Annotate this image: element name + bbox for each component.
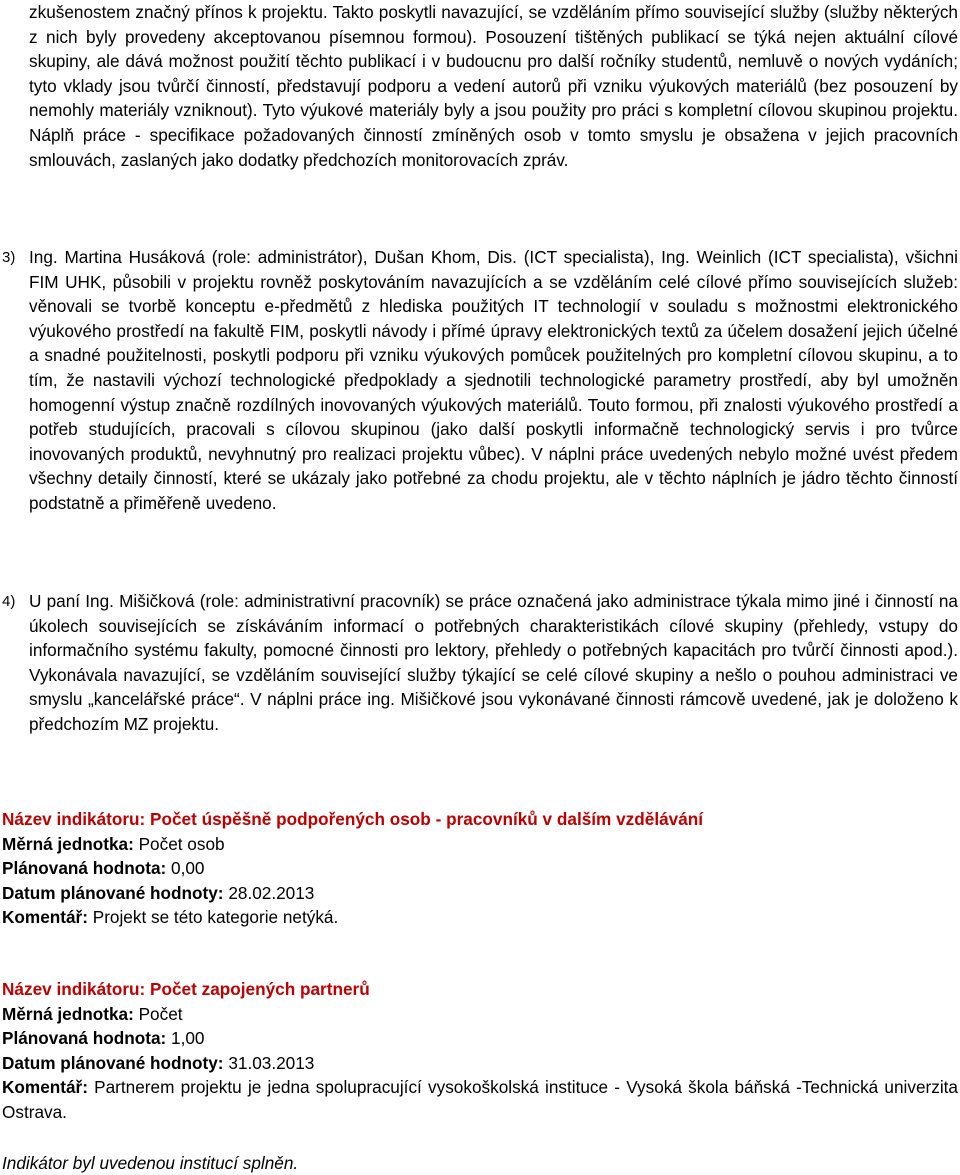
indicator-block-1 (2, 807, 958, 930)
indicator-2-planned-row (2, 1026, 958, 1051)
planned-value: 0,00 (166, 858, 205, 879)
indicator-2-unit-row (2, 1002, 958, 1027)
planned-label: Plánovaná hodnota: (2, 858, 167, 879)
comment-value: Partnerem projektu je jedna spolupracující vysokoškolská instituce - Vysoká škola báňská -Technická univerzita Ostrava. (2, 1077, 958, 1122)
comment-label: Komentář: (2, 907, 88, 928)
indicator-1-planned-row (2, 856, 958, 881)
indicator-1-title: Název indikátoru: Počet úspěšně podpořených osob - pracovníků v dalším vzdělávání (2, 809, 704, 829)
date-value: 28.02.2013 (223, 882, 315, 903)
indicator-2-comment-row (2, 1075, 958, 1124)
unit-value: Počet (133, 1003, 183, 1024)
indicator-2-title: Název indikátoru: Počet zapojených partnerů (2, 979, 370, 999)
closing-note: Indikátor byl uvedenou institucí splněn. (2, 1153, 299, 1173)
comment-label: Komentář: (2, 1077, 88, 1098)
date-value: 31.03.2013 (223, 1052, 315, 1073)
indicator-1-date-row (2, 881, 958, 906)
item-4-number: 4) (2, 593, 16, 610)
indicator-1-unit-row (2, 832, 958, 857)
unit-value: Počet osob (133, 833, 225, 854)
date-label: Datum plánované hodnoty: (2, 1052, 224, 1073)
comment-value: Projekt se této kategorie netýká. (87, 907, 339, 928)
intro-paragraph: zkušenostem značný přínos k projektu. Takto poskytli navazující, se vzděláním přímo související služby (služby některých z nich byly provedeny akceptovanou písemnou formou). Posouzení tištěných publikací se týká nejen aktuální cílové skupiny, ale dává možnost použití těchto publikací i v budoucnu pro další ročníky studentů, nemluvě o nových vydáních; tyto vklady jsou tvůrčí činností, představují podporu a vedení autorů při vzniku výukových materiálů (bez posouzení by nemohly materiály vzniknout). Tyto výukové materiály byly a jsou použity pro práci s kompletní cílovou skupinou projektu. Náplň práce - specifikace požadovaných činností zmíněných osob v tomto smyslu je obsažena v jejich pracovních smlouvách, zaslaných jako dodatky předchozích monitorovacích zpráv. (29, 2, 958, 170)
item-4-paragraph: U paní Ing. Mišičková (role: administrativní pracovník) se práce označená jako administrace týkala mimo jiné i činností na úkolech souvisejících se získáváním informací o potřebných charakteristikách cílové skupiny (přehledy, vstupy do informačního systému fakulty, pomocné činnosti pro lektory, přehledy o potřebných kapacitách pro tvůrčí činnosti apod.). Vykonávala navazující, se vzděláním související služby týkající se celé cílové skupiny a nešlo o pouhou administraci ve smyslu „kancelářské práce“. V náplni práce ing. Mišičkové jsou vykonávané činnosti rámcově uvedené, jak je doloženo k předchozím MZ projektu. (29, 591, 958, 734)
unit-label: Měrná jednotka: (2, 1003, 134, 1024)
indicator-block-2 (2, 977, 958, 1125)
item-3-paragraph: Ing. Martina Husáková (role: administrátor), Dušan Khom, Dis. (ICT specialista), Ing. Weinlich (ICT specialista), všichni FIM UHK, působili v projektu rovněž poskytováním navazujících a se vzděláním celé cílové přímo souvisejících služeb: věnovali se tvorbě konceptu e-předmětů z hlediska použitých IT technologií v souladu s možnostmi elektronického výukového prostředí na fakultě FIM, poskytli návody i přímé úpravy elektronických textů za účelem dosažení jejich účelné a snadné použitelnosti, poskytli podporu při vzniku výukových pomůcek použitelných pro kompletní cílovou skupinu, a to tím, že nastavili výchozí technologické předpoklady a sjednotili technologické parametry prostředí, aby byl umožněn homogenní výstup značně rozdílných inovovaných výukových materiálů. Touto formou, při znalosti výukového prostředí a potřeb studujících, pracovali s cílovou skupinou (jako další poskytli informačně technologický servis i pro tvůrce inovovaných produktů, nevyhnutný pro realizaci projektu vůbec). V náplni práce uvedených nebylo možné uvést předem všechny detaily činností, které se ukázaly jako potřebné za chodu projektu, ale v těchto náplních je jádro těchto činností podstatně a přiměřeně uvedeno. (29, 247, 958, 513)
item-3-number: 3) (2, 249, 16, 266)
indicator-2-date-row (2, 1051, 958, 1076)
planned-label: Plánovaná hodnota: (2, 1028, 167, 1049)
planned-value: 1,00 (166, 1028, 205, 1049)
date-label: Datum plánované hodnoty: (2, 882, 224, 903)
unit-label: Měrná jednotka: (2, 833, 134, 854)
indicator-1-comment-row (2, 905, 958, 930)
